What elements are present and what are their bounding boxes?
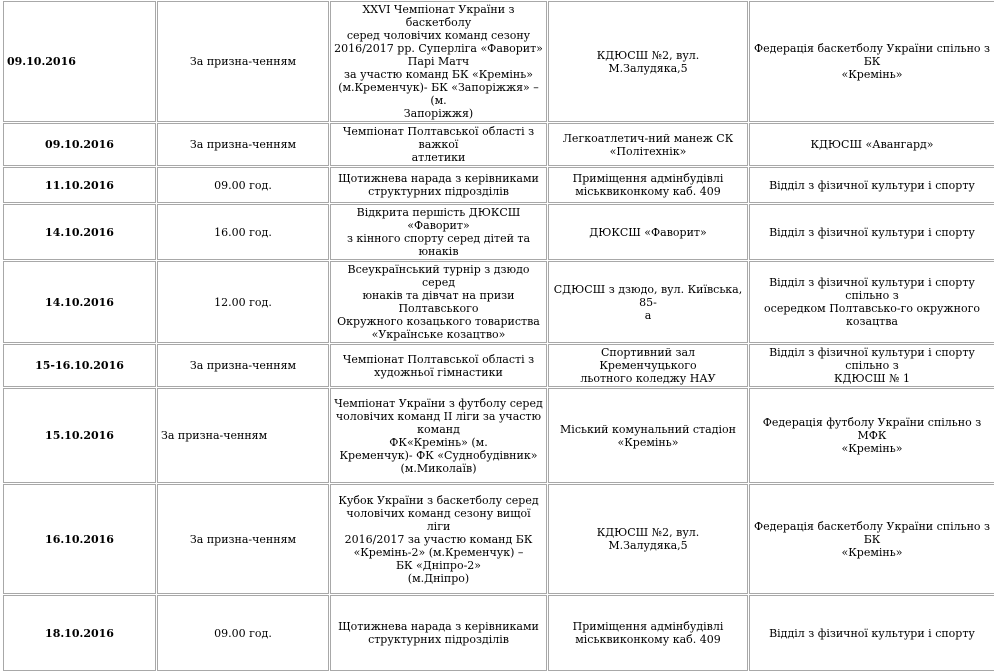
date-cell: 11.10.2016 <box>3 167 156 203</box>
date-cell: 09.10.2016 <box>3 1 156 122</box>
time-cell: 09.00 год. <box>157 167 329 203</box>
date-cell: 14.10.2016 <box>3 204 156 260</box>
date-cell: 16.10.2016 <box>3 484 156 594</box>
table-row <box>3 1 994 122</box>
time-cell: За призна-ченням <box>157 484 329 594</box>
event-cell: Всеукраїнський турнір з дзюдо серед юнаків та дівчат на призи Полтавського Окружного козацького товариства «Українське козацтво» <box>330 261 547 343</box>
time-cell: За призна-ченням <box>157 123 329 166</box>
venue-cell: Легкоатлетич-ний манеж СК «Політехнік» <box>548 123 748 166</box>
organizer-cell: Відділ з фізичної культури і спорту спільно з осередком Полтавсько-го окружного козацтва <box>749 261 994 343</box>
venue-cell: КДЮСШ №2, вул. М.Залудяка,5 <box>548 484 748 594</box>
table-row <box>3 204 994 260</box>
date-cell: 14.10.2016 <box>3 261 156 343</box>
event-cell: Щотижнева нарада з керівниками структурних підрозділів <box>330 595 547 671</box>
time-cell: За призна-ченням <box>157 344 329 387</box>
organizer-cell: КДЮСШ «Авангард» <box>749 123 994 166</box>
table-row <box>3 388 994 483</box>
organizer-cell: Відділ з фізичної культури і спорту <box>749 204 994 260</box>
date-cell: 18.10.2016 <box>3 595 156 671</box>
table-row <box>3 167 994 203</box>
event-cell: Щотижнева нарада з керівниками структурних підрозділів <box>330 167 547 203</box>
time-cell: За призна-ченням <box>157 1 329 122</box>
event-cell: Чемпіонат Полтавської області з художньої гімнастики <box>330 344 547 387</box>
venue-cell: Міський комунальний стадіон «Кремінь» <box>548 388 748 483</box>
organizer-cell: Федерація футболу України спільно з МФК «Кремінь» <box>749 388 994 483</box>
time-cell: За призна-ченням <box>157 388 329 483</box>
table-row <box>3 484 994 594</box>
table-row <box>3 595 994 671</box>
date-cell: 15.10.2016 <box>3 388 156 483</box>
venue-cell: КДЮСШ №2, вул. М.Залудяка,5 <box>548 1 748 122</box>
events-table <box>2 0 994 672</box>
table-row <box>3 261 994 343</box>
venue-cell: Приміщення адмінбудівлі міськвиконкому каб. 409 <box>548 167 748 203</box>
date-cell: 15-16.10.2016 <box>3 344 156 387</box>
organizer-cell: Федерація баскетболу України спільно з БК «Кремінь» <box>749 484 994 594</box>
time-cell: 12.00 год. <box>157 261 329 343</box>
organizer-cell: Відділ з фізичної культури і спорту <box>749 595 994 671</box>
venue-cell: Приміщення адмінбудівлі міськвиконкому каб. 409 <box>548 595 748 671</box>
time-cell: 09.00 год. <box>157 595 329 671</box>
event-cell: Чемпіонат Полтавської області з важкої атлетики <box>330 123 547 166</box>
event-cell: Чемпіонат України з футболу серед чоловічих команд ІІ ліги за участю команд ФК«Кремінь» (м. Кременчук)- ФК «Суднобудівник» (м.Миколаїв) <box>330 388 547 483</box>
organizer-cell: Федерація баскетболу України спільно з БК «Кремінь» <box>749 1 994 122</box>
event-cell: XXVI Чемпіонат України з баскетболу серед чоловічих команд сезону 2016/2017 рр. Суперліга «Фаворит» Парі Матч за участю команд БК «Кремінь» (м.Кременчук)- БК «Запоріжжя» –(м. Запоріжжя) <box>330 1 547 122</box>
venue-cell: Спортивний зал Кременчуцького льотного коледжу НАУ <box>548 344 748 387</box>
venue-cell: СДЮСШ з дзюдо, вул. Київська, 85- а <box>548 261 748 343</box>
organizer-cell: Відділ з фізичної культури і спорту <box>749 167 994 203</box>
date-cell: 09.10.2016 <box>3 123 156 166</box>
table-row <box>3 344 994 387</box>
event-cell: Кубок України з баскетболу серед чоловічих команд сезону вищої ліги 2016/2017 за участю команд БК «Кремінь-2» (м.Кременчук) – БК «Дніпро-2» (м.Дніпро) <box>330 484 547 594</box>
venue-cell: ДЮКСШ «Фаворит» <box>548 204 748 260</box>
table-row <box>3 123 994 166</box>
organizer-cell: Відділ з фізичної культури і спорту спільно з КДЮСШ № 1 <box>749 344 994 387</box>
time-cell: 16.00 год. <box>157 204 329 260</box>
event-cell: Відкрита першість ДЮКСШ «Фаворит» з кінного спорту серед дітей та юнаків <box>330 204 547 260</box>
